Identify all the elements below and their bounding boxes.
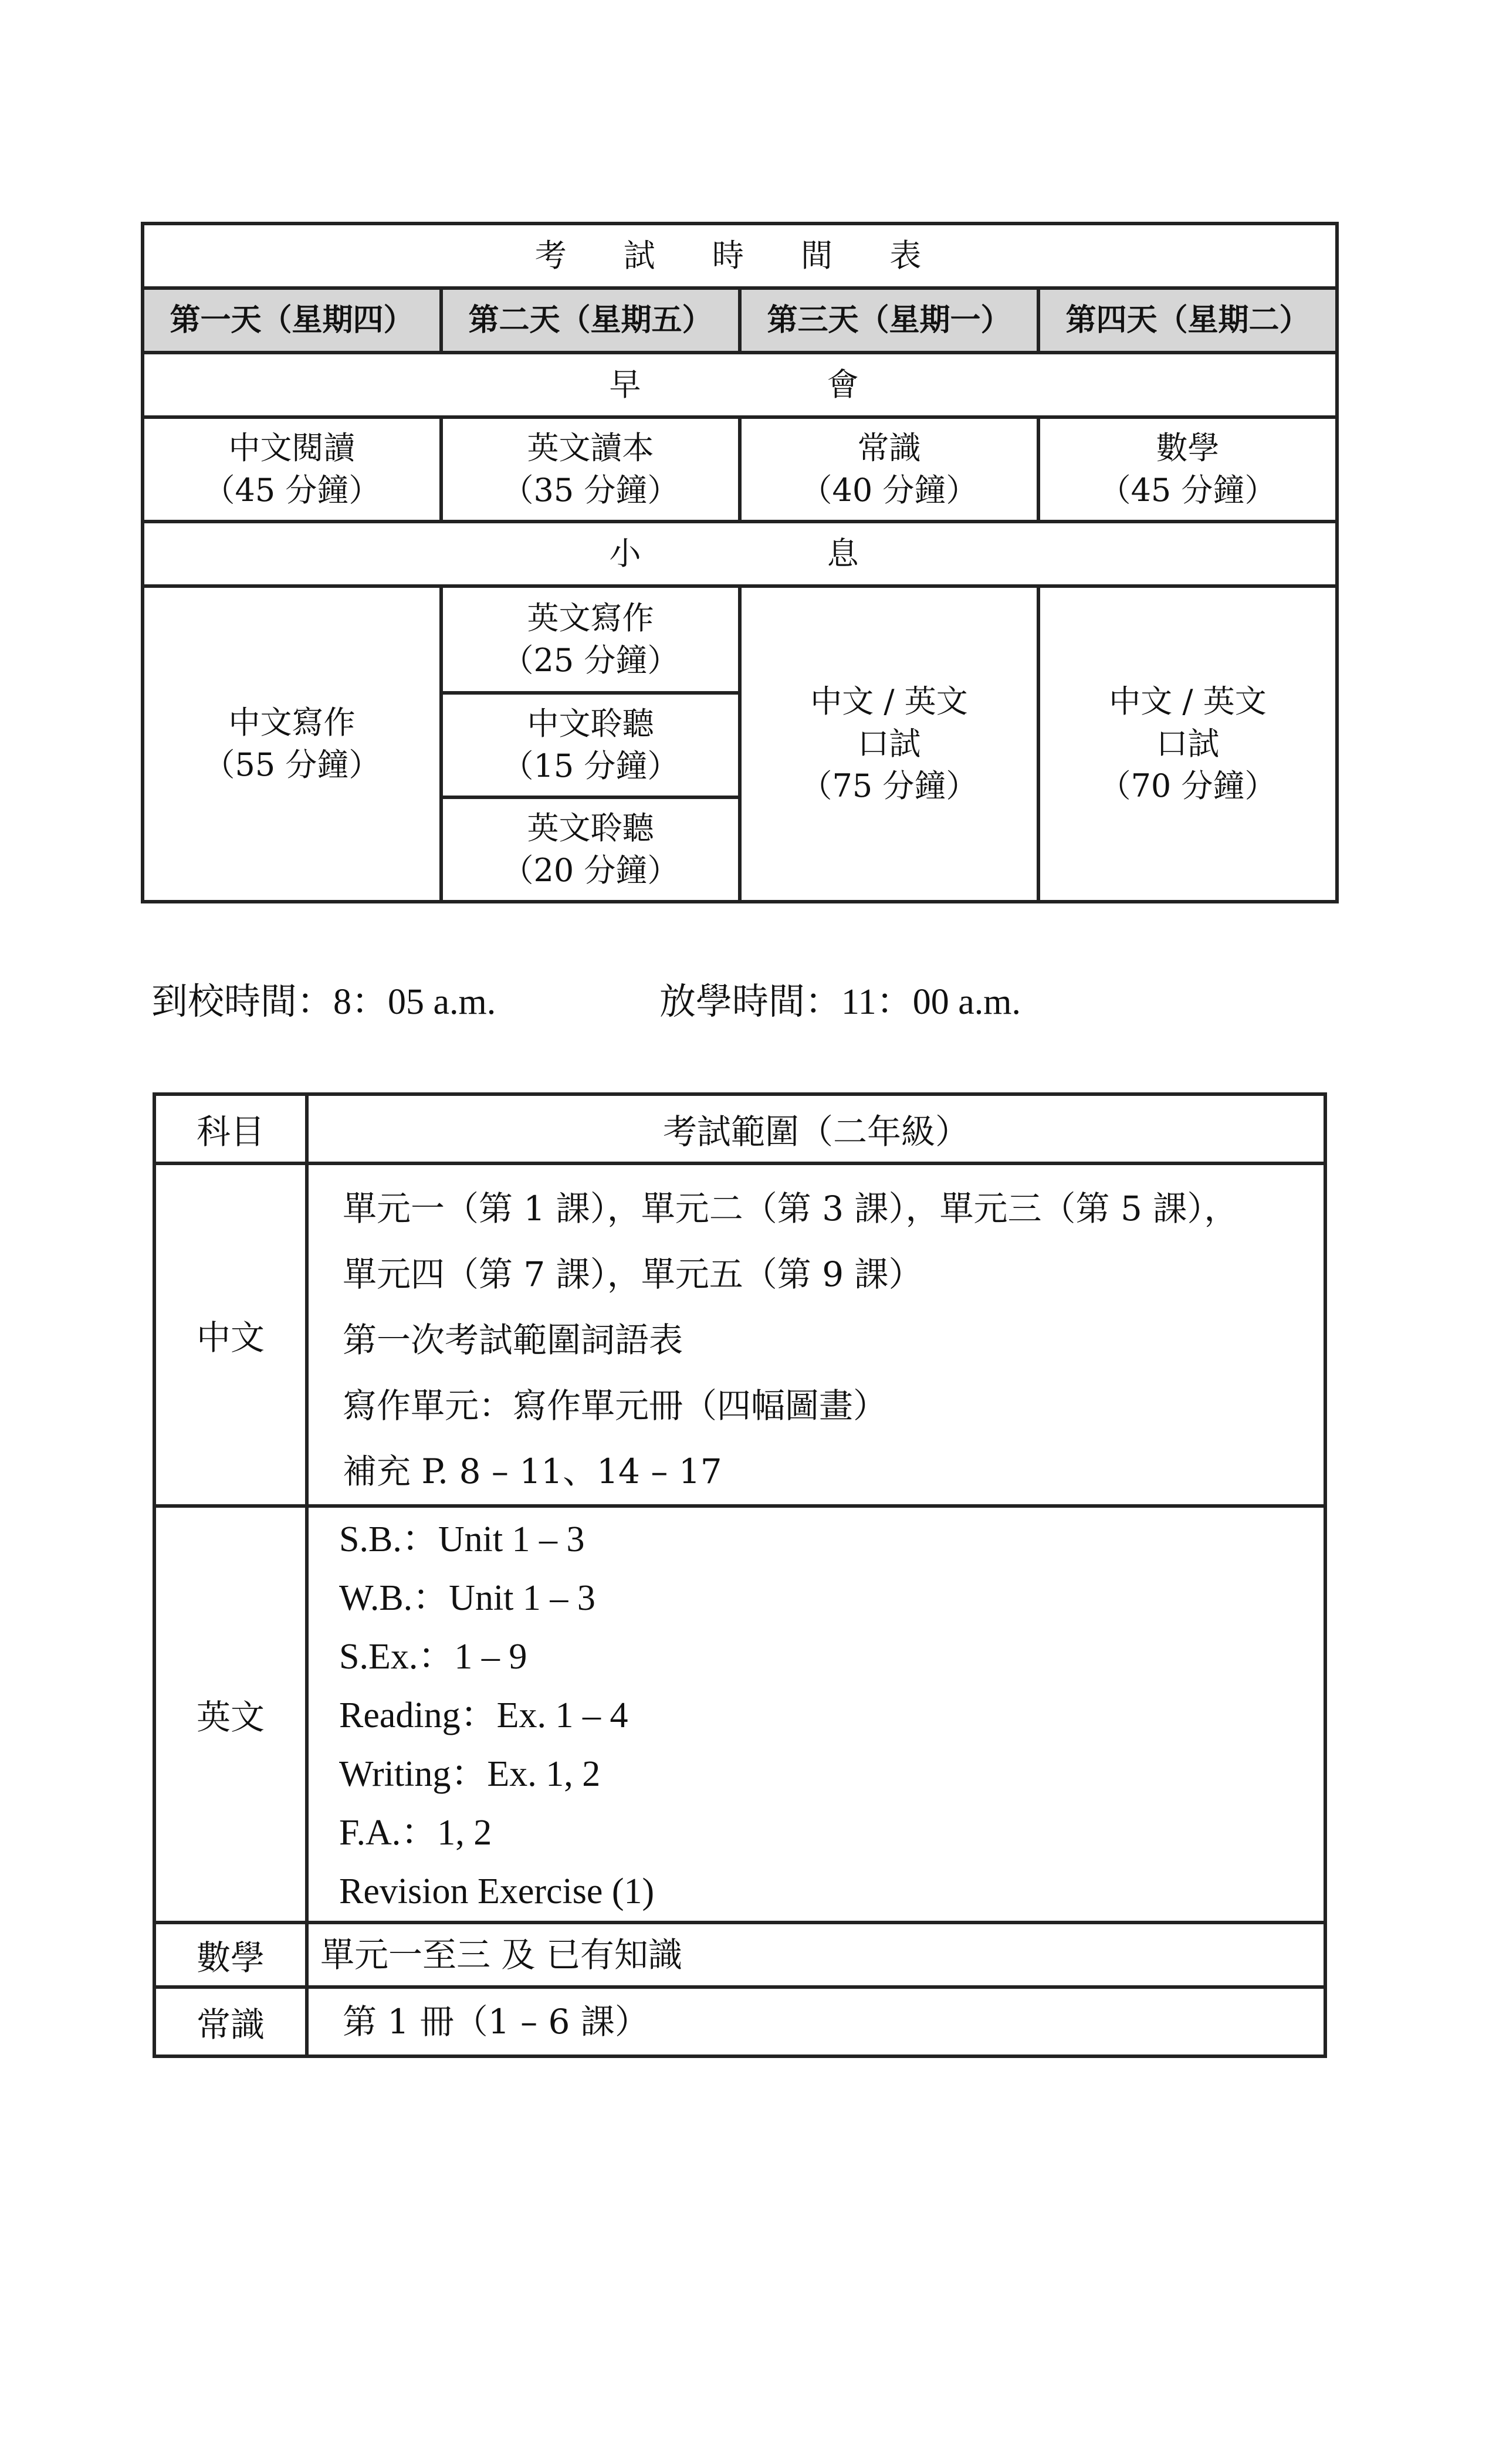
session-duration: （20 分鐘） — [502, 852, 679, 889]
session-duration: （40 分鐘） — [800, 472, 978, 509]
day-2-header: 第二天（星期五） — [441, 288, 740, 353]
scope-line: F.A.：1, 2 — [339, 1813, 492, 1853]
session-subject: 中文聆聽 — [527, 705, 654, 742]
subject-math: 數學 — [154, 1923, 307, 1987]
math-scope: 單元一至三 及 已有知識 — [307, 1923, 1325, 1987]
day-2-session-1 — [441, 417, 740, 522]
scope-line: W.B.：Unit 1 – 3 — [339, 1578, 595, 1618]
session-subject-2: 口試 — [857, 725, 921, 762]
day-2-session-2b — [441, 693, 740, 797]
session-duration: （75 分鐘） — [800, 767, 978, 804]
subject-general-studies: 常識 — [154, 1987, 307, 2056]
session-duration: （70 分鐘） — [1099, 767, 1277, 804]
session-subject: 中文閱讀 — [228, 429, 356, 466]
session-subject: 英文聆聽 — [527, 810, 654, 847]
session-subject: 中文寫作 — [228, 704, 356, 741]
scope-line: S.B.：Unit 1 – 3 — [339, 1519, 585, 1559]
day-4-header: 第四天（星期二） — [1038, 288, 1337, 353]
exam-timetable — [141, 222, 1339, 903]
scope-line: Reading：Ex. 1 – 4 — [339, 1695, 628, 1735]
session-subject: 數學 — [1156, 429, 1220, 466]
day-1-session-1 — [143, 417, 441, 522]
break-row: 小 息 — [143, 522, 1337, 586]
dismissal-time: 放學時間：11：00 a.m. — [659, 982, 1021, 1022]
scope-line: 第一次考試範圍詞語表 — [343, 1320, 683, 1360]
session-subject: 常識 — [857, 429, 921, 466]
day-3-session-1 — [740, 417, 1038, 522]
session-subject: 中文 / 英文 — [1109, 683, 1267, 720]
day-2-session-2a — [441, 586, 740, 693]
scope-line: S.Ex.：1 – 9 — [339, 1637, 527, 1677]
chinese-scope — [307, 1163, 1325, 1506]
session-duration: （15 分鐘） — [502, 747, 679, 784]
day-3-session-2 — [740, 586, 1038, 902]
scope-line: Writing：Ex. 1, 2 — [339, 1754, 601, 1794]
day-1-header: 第一天（星期四） — [143, 288, 441, 353]
day-3-header: 第三天（星期一） — [740, 288, 1038, 353]
scope-line: 寫作單元：寫作單元冊（四幅圖畫） — [343, 1386, 888, 1426]
timetable-title: 考 試 時 間 表 — [143, 224, 1337, 288]
session-duration: （45 分鐘） — [1099, 472, 1277, 509]
session-duration: （35 分鐘） — [502, 472, 679, 509]
exam-scope-table — [153, 1092, 1327, 2058]
assembly-row: 早 會 — [143, 353, 1337, 417]
session-subject: 英文讀本 — [527, 429, 654, 466]
scope-line: 補充 P. 8 – 11、14 – 17 — [343, 1451, 722, 1491]
session-duration: （25 分鐘） — [502, 642, 679, 679]
scope-header: 考試範圍（二年級） — [307, 1094, 1325, 1163]
day-4-session-1 — [1038, 417, 1337, 522]
session-subject-2: 口試 — [1156, 725, 1220, 762]
subject-english: 英文 — [154, 1506, 307, 1923]
scope-line: 單元四（第 7 課），單元五（第 9 課） — [343, 1254, 923, 1294]
day-4-session-2 — [1038, 586, 1337, 902]
subject-chinese: 中文 — [154, 1163, 307, 1506]
general-studies-scope: 第 1 冊（1 – 6 課） — [307, 1987, 1325, 2056]
scope-line: Revision Exercise (1) — [339, 1871, 655, 1911]
day-2-session-2c — [441, 797, 740, 902]
session-subject: 英文寫作 — [527, 600, 654, 637]
day-1-session-2 — [143, 586, 441, 902]
english-scope — [307, 1506, 1325, 1923]
session-duration: （55 分鐘） — [203, 746, 381, 783]
arrival-time: 到校時間：8：05 a.m. — [151, 982, 496, 1022]
session-duration: （45 分鐘） — [203, 472, 381, 509]
subject-header: 科目 — [154, 1094, 307, 1163]
session-subject: 中文 / 英文 — [810, 683, 968, 720]
scope-line: 單元一（第 1 課），單元二（第 3 課），單元三（第 5 課）， — [343, 1189, 1238, 1228]
